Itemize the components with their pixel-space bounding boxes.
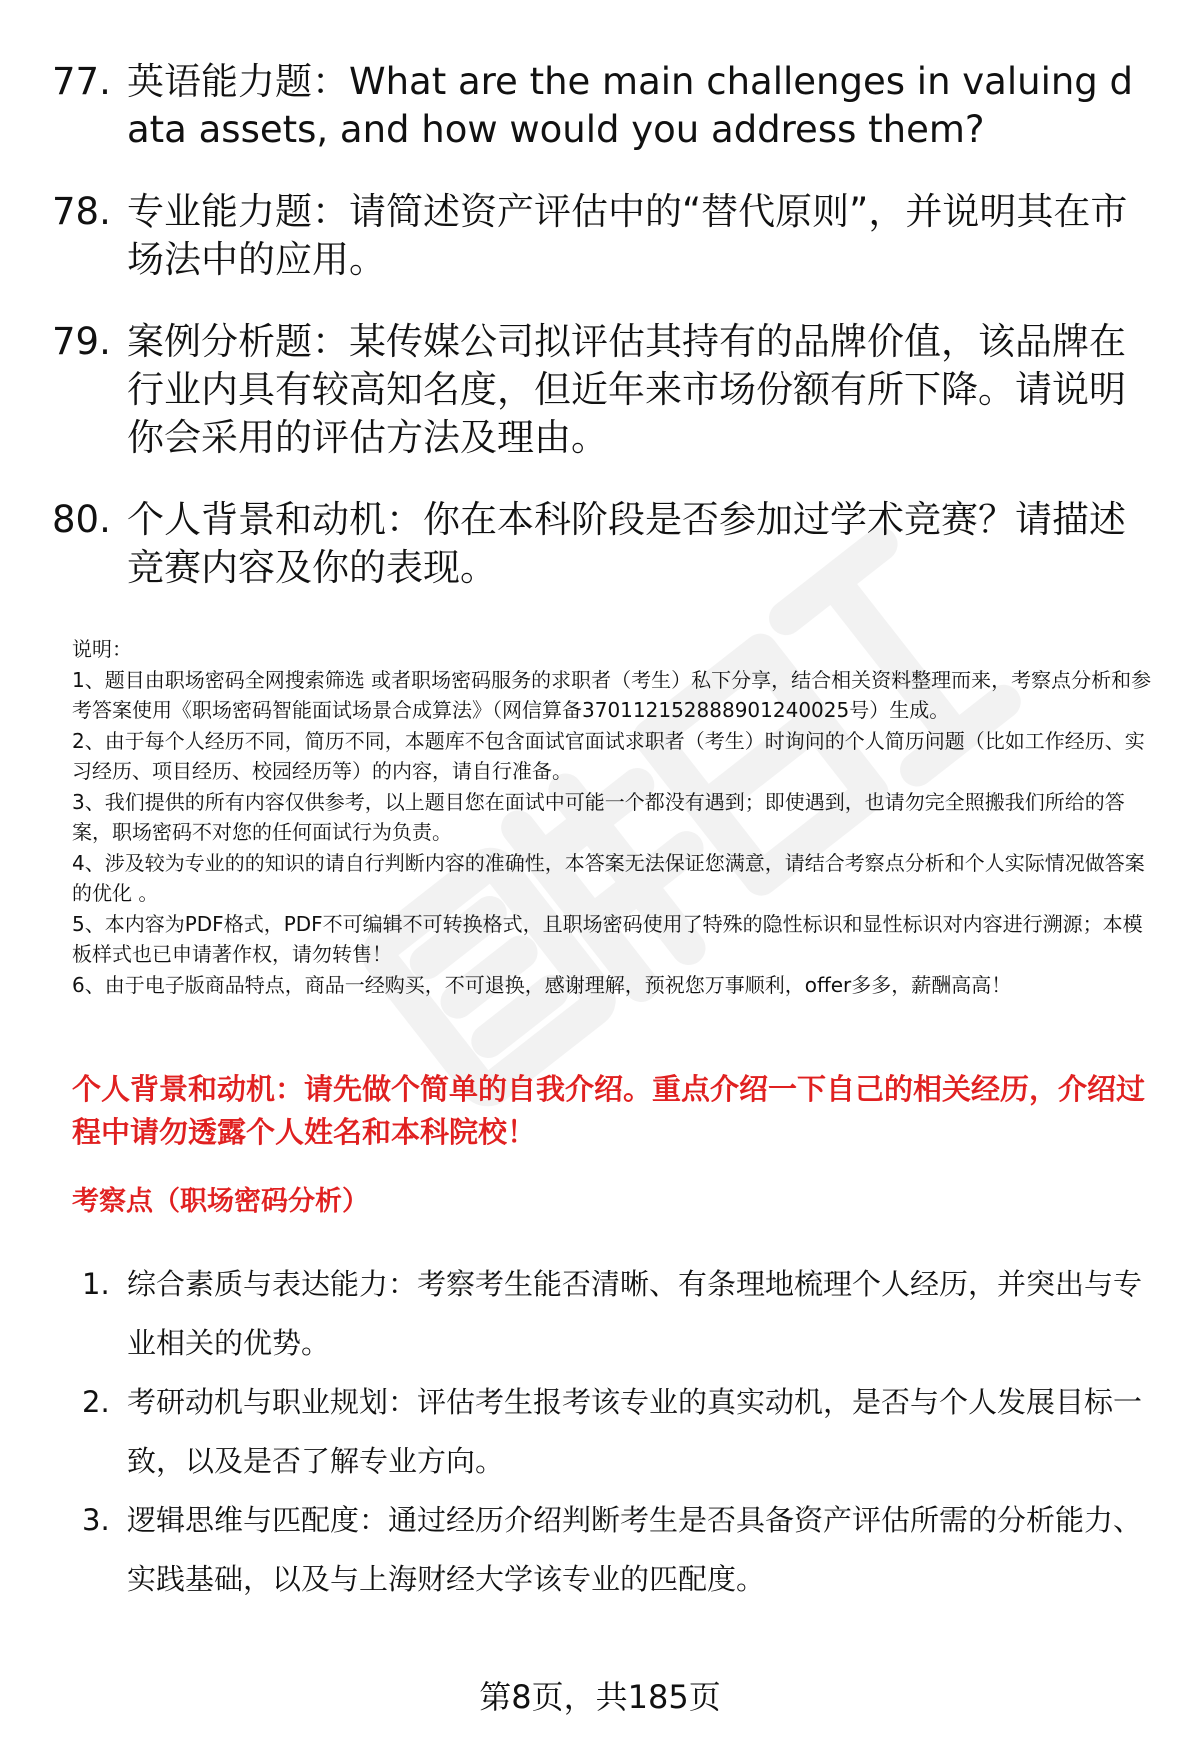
analysis-point bbox=[82, 1491, 1157, 1609]
point-text: 考研动机与职业规划：评估考生报考该专业的真实动机，是否与个人发展目标一致，以及是否了解专业方向。 bbox=[127, 1385, 1143, 1478]
question-text: 个人背景和动机：你在本科阶段是否参加过学术竞赛？请描述竞赛内容及你的表现。 bbox=[127, 498, 1126, 589]
point-text: 逻辑思维与匹配度：通过经历介绍判断考生是否具备资产评估所需的分析能力、实践基础，以及与上海财经大学该专业的匹配度。 bbox=[127, 1503, 1143, 1596]
note-item: 6、由于电子版商品特点，商品一经购买，不可退换，感谢理解，预祝您万事顺利，offer多多，薪酬高高！ bbox=[72, 972, 1012, 997]
disclaimer-notes bbox=[72, 634, 1162, 1000]
point-number: 1. bbox=[82, 1267, 110, 1301]
point-text: 综合素质与表达能力：考察考生能否清晰、有条理地梳理个人经历，并突出与专业相关的优势。 bbox=[127, 1267, 1143, 1360]
analysis-point bbox=[82, 1255, 1157, 1373]
question-text: 英语能力题：What are the main challenges in valuing data assets, and how would you address them? bbox=[127, 60, 1134, 151]
note-item: 4、涉及较为专业的的知识的请自行判断内容的准确性，本答案无法保证您满意，请结合考察点分析和个人实际情况做答案的优化 。 bbox=[72, 850, 1145, 905]
question-list bbox=[52, 58, 1152, 626]
point-number: 2. bbox=[82, 1385, 110, 1419]
question-number: 80. bbox=[52, 498, 111, 541]
question-number: 79. bbox=[52, 320, 111, 363]
question-item-80 bbox=[52, 496, 1152, 592]
question-number: 78. bbox=[52, 190, 111, 233]
question-text: 专业能力题：请简述资产评估中的“替代原则”，并说明其在市场法中的应用。 bbox=[127, 190, 1128, 281]
question-item-79 bbox=[52, 318, 1152, 462]
note-item: 2、由于每个人经历不同，简历不同，本题库不包含面试官面试求职者（考生）时询问的个人简历问题（比如工作经历、实习经历、项目经历、校园经历等）的内容，请自行准备。 bbox=[72, 728, 1145, 783]
question-item-77 bbox=[52, 58, 1152, 154]
note-item: 1、题目由职场密码全网搜索筛选 或者职场密码服务的求职者（考生）私下分享，结合相关资料整理而来，考察点分析和参考答案使用《职场密码智能面试场景合成算法》（网信算备370112152888901240025号）生成。 bbox=[72, 667, 1152, 722]
analysis-subtitle: 考察点（职场密码分析） bbox=[72, 1186, 369, 1217]
page-number-footer: 第8页，共185页 bbox=[479, 1678, 721, 1716]
note-item: 3、我们提供的所有内容仅供参考，以上题目您在面试中可能一个都没有遇到；即使遇到，也请勿完全照搬我们所给的答案，职场密码不对您的任何面试行为负责。 bbox=[72, 789, 1125, 844]
analysis-point-list bbox=[82, 1255, 1157, 1609]
analysis-point bbox=[82, 1373, 1157, 1491]
notes-heading: 说明： bbox=[72, 637, 132, 661]
current-question-title: 个人背景和动机：请先做个简单的自我介绍。重点介绍一下自己的相关经历，介绍过程中请勿透露个人姓名和本科院校！ bbox=[72, 1072, 1146, 1149]
question-number: 77. bbox=[52, 60, 111, 103]
point-number: 3. bbox=[82, 1503, 110, 1537]
question-text: 案例分析题：某传媒公司拟评估其持有的品牌价值，该品牌在行业内具有较高知名度，但近年来市场份额有所下降。请说明你会采用的评估方法及理由。 bbox=[127, 320, 1126, 459]
question-item-78 bbox=[52, 188, 1152, 284]
note-item: 5、本内容为PDF格式，PDF不可编辑不可转换格式，且职场密码使用了特殊的隐性标识和显性标识对内容进行溯源；本模板样式也已申请著作权，请勿转售！ bbox=[72, 911, 1143, 966]
